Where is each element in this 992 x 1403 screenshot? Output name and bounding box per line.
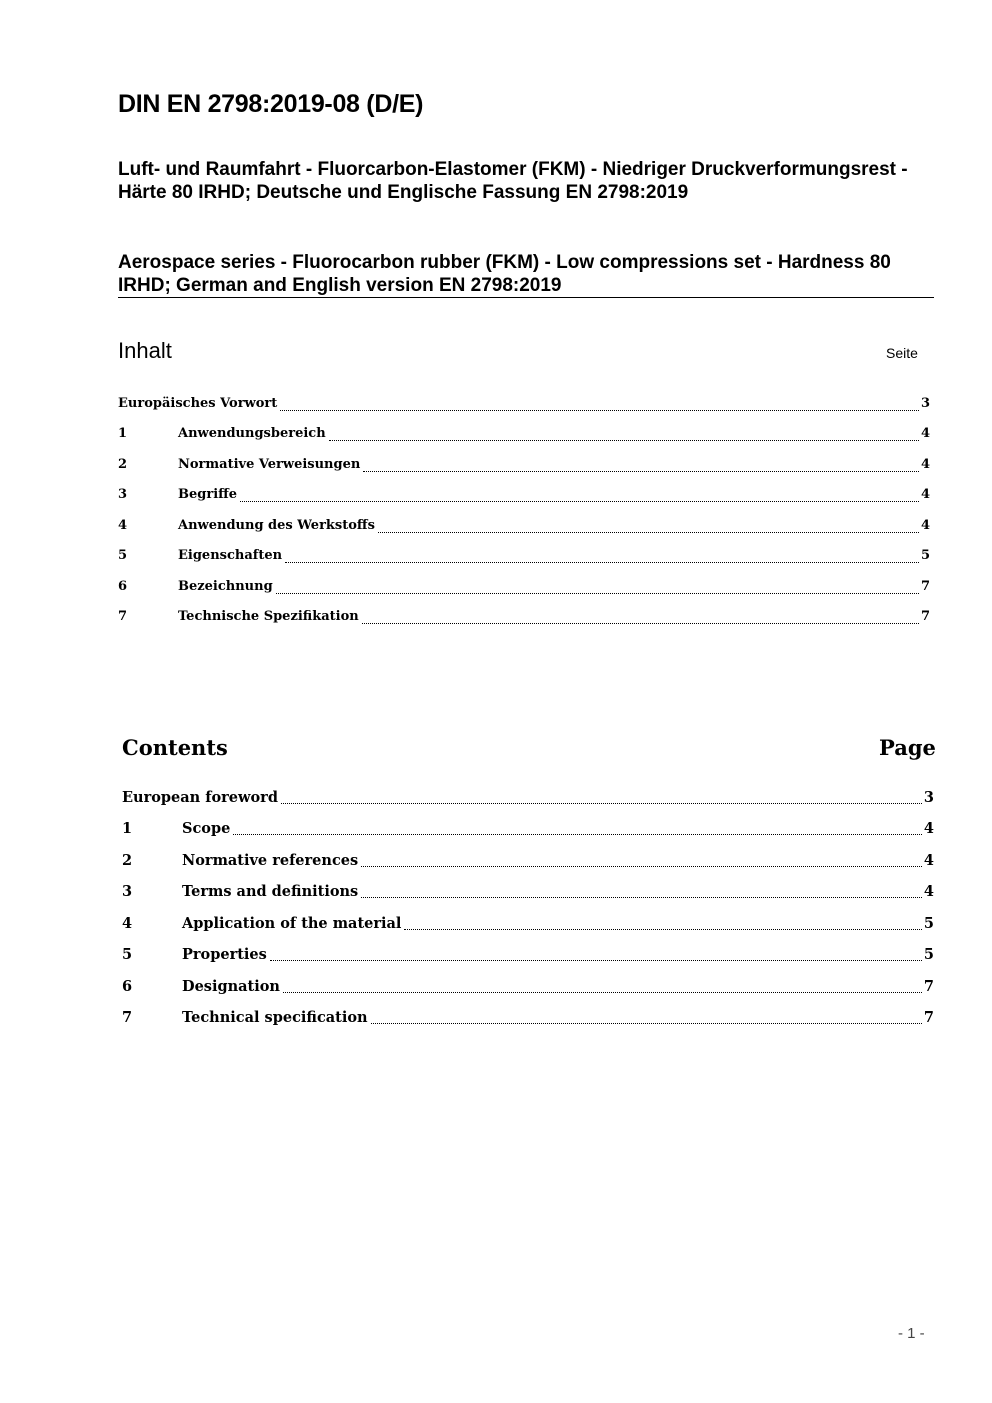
toc-entry-page: 4 [923, 852, 934, 869]
dot-leader [371, 1023, 922, 1024]
toc-entry-number: 2 [122, 852, 133, 869]
toc-entry-number: 3 [118, 487, 128, 502]
toc-entry-de[interactable] [118, 518, 930, 538]
title-divider [118, 297, 934, 298]
toc-entry-label: Technical specification [182, 1009, 368, 1026]
toc-entry-number: 5 [122, 946, 133, 963]
dot-leader [285, 562, 919, 563]
toc-page-label-en: Page [879, 735, 936, 760]
dot-leader [378, 532, 919, 533]
toc-entry-page: 3 [920, 396, 930, 411]
toc-entry-page: 7 [920, 609, 930, 624]
toc-entry-label: Anwendungsbereich [178, 426, 326, 441]
toc-entry-page: 4 [920, 457, 930, 472]
toc-entry-de[interactable] [118, 548, 930, 568]
toc-entry-number: 6 [118, 579, 128, 594]
toc-heading-en: Contents [122, 735, 228, 760]
toc-entry-number: 2 [118, 457, 128, 472]
toc-entry-de[interactable] [118, 426, 930, 446]
toc-entry-de[interactable] [118, 396, 930, 416]
toc-entry-label: Scope [182, 820, 231, 837]
toc-entry-de[interactable] [118, 487, 930, 507]
toc-entry-number: 3 [122, 883, 133, 900]
toc-entry-page: 5 [923, 915, 934, 932]
toc-entry-page: 4 [920, 518, 930, 533]
dot-leader [276, 593, 919, 594]
toc-page-label-de: Seite [886, 345, 918, 361]
dot-leader [361, 866, 922, 867]
toc-entry-page: 4 [920, 426, 930, 441]
dot-leader [240, 501, 919, 502]
dot-leader [281, 803, 922, 804]
toc-entry-en[interactable] [122, 915, 934, 935]
toc-entry-page: 4 [923, 883, 934, 900]
toc-entry-label: Designation [182, 978, 280, 995]
toc-entry-label: Normative references [182, 852, 359, 869]
toc-entry-label: Eigenschaften [178, 548, 283, 563]
toc-entry-page: 4 [920, 487, 930, 502]
toc-entry-label: Application of the material [182, 915, 402, 932]
toc-entry-number: 5 [118, 548, 128, 563]
toc-entry-en[interactable] [122, 852, 934, 872]
toc-entry-label: Terms and definitions [182, 883, 359, 900]
toc-entry-number: 7 [122, 1009, 133, 1026]
toc-entry-number: 6 [122, 978, 133, 995]
toc-entry-number: 7 [118, 609, 128, 624]
toc-entry-page: 5 [920, 548, 930, 563]
toc-heading-de: Inhalt [118, 338, 172, 363]
toc-entry-label: Begriffe [178, 487, 238, 502]
title-english: Aerospace series - Fluorocarbon rubber (FKM) - Low compressions set - Hardness 80 IRHD; German and English version EN 2798:2019 [118, 252, 891, 296]
toc-entry-page: 5 [923, 946, 934, 963]
toc-entry-de[interactable] [118, 457, 930, 477]
document-id: DIN EN 2798:2019-08 (D/E) [118, 90, 424, 118]
dot-leader [361, 897, 922, 898]
page-number: - 1 - [898, 1325, 925, 1342]
toc-entry-page: 7 [920, 579, 930, 594]
toc-entry-en[interactable] [122, 883, 934, 903]
toc-entry-label: European foreword [122, 789, 278, 806]
toc-entry-label: Normative Verweisungen [178, 457, 361, 472]
toc-entry-label: Bezeichnung [178, 579, 273, 594]
toc-entry-number: 1 [122, 820, 133, 837]
dot-leader [362, 623, 919, 624]
toc-entry-number: 1 [118, 426, 128, 441]
toc-entry-en[interactable] [122, 1009, 934, 1029]
toc-entry-en[interactable] [122, 820, 934, 840]
toc-entry-label: Europäisches Vorwort [118, 396, 278, 411]
dot-leader [233, 834, 922, 835]
toc-entry-page: 7 [923, 1009, 934, 1026]
toc-entry-label: Technische Spezifikation [178, 609, 359, 624]
dot-leader [363, 471, 919, 472]
toc-entry-page: 7 [923, 978, 934, 995]
toc-entry-en[interactable] [122, 946, 934, 966]
toc-entry-number: 4 [118, 518, 128, 533]
toc-entry-label: Properties [182, 946, 267, 963]
toc-entry-en[interactable] [122, 978, 934, 998]
dot-leader [283, 992, 922, 993]
toc-entry-en[interactable] [122, 789, 934, 809]
toc-entry-de[interactable] [118, 579, 930, 599]
dot-leader [329, 440, 919, 441]
toc-entry-number: 4 [122, 915, 133, 932]
toc-entry-de[interactable] [118, 609, 930, 629]
toc-entry-page: 3 [923, 789, 934, 806]
dot-leader [404, 929, 921, 930]
toc-entry-label: Anwendung des Werkstoffs [178, 518, 375, 533]
dot-leader [280, 410, 919, 411]
dot-leader [270, 960, 922, 961]
toc-entry-page: 4 [923, 820, 934, 837]
title-german: Luft- und Raumfahrt - Fluorcarbon-Elastomer (FKM) - Niedriger Druckverformungsrest - Härte 80 IRHD; Deutsche und Englische Fassung EN 2798:2019 [118, 159, 908, 203]
